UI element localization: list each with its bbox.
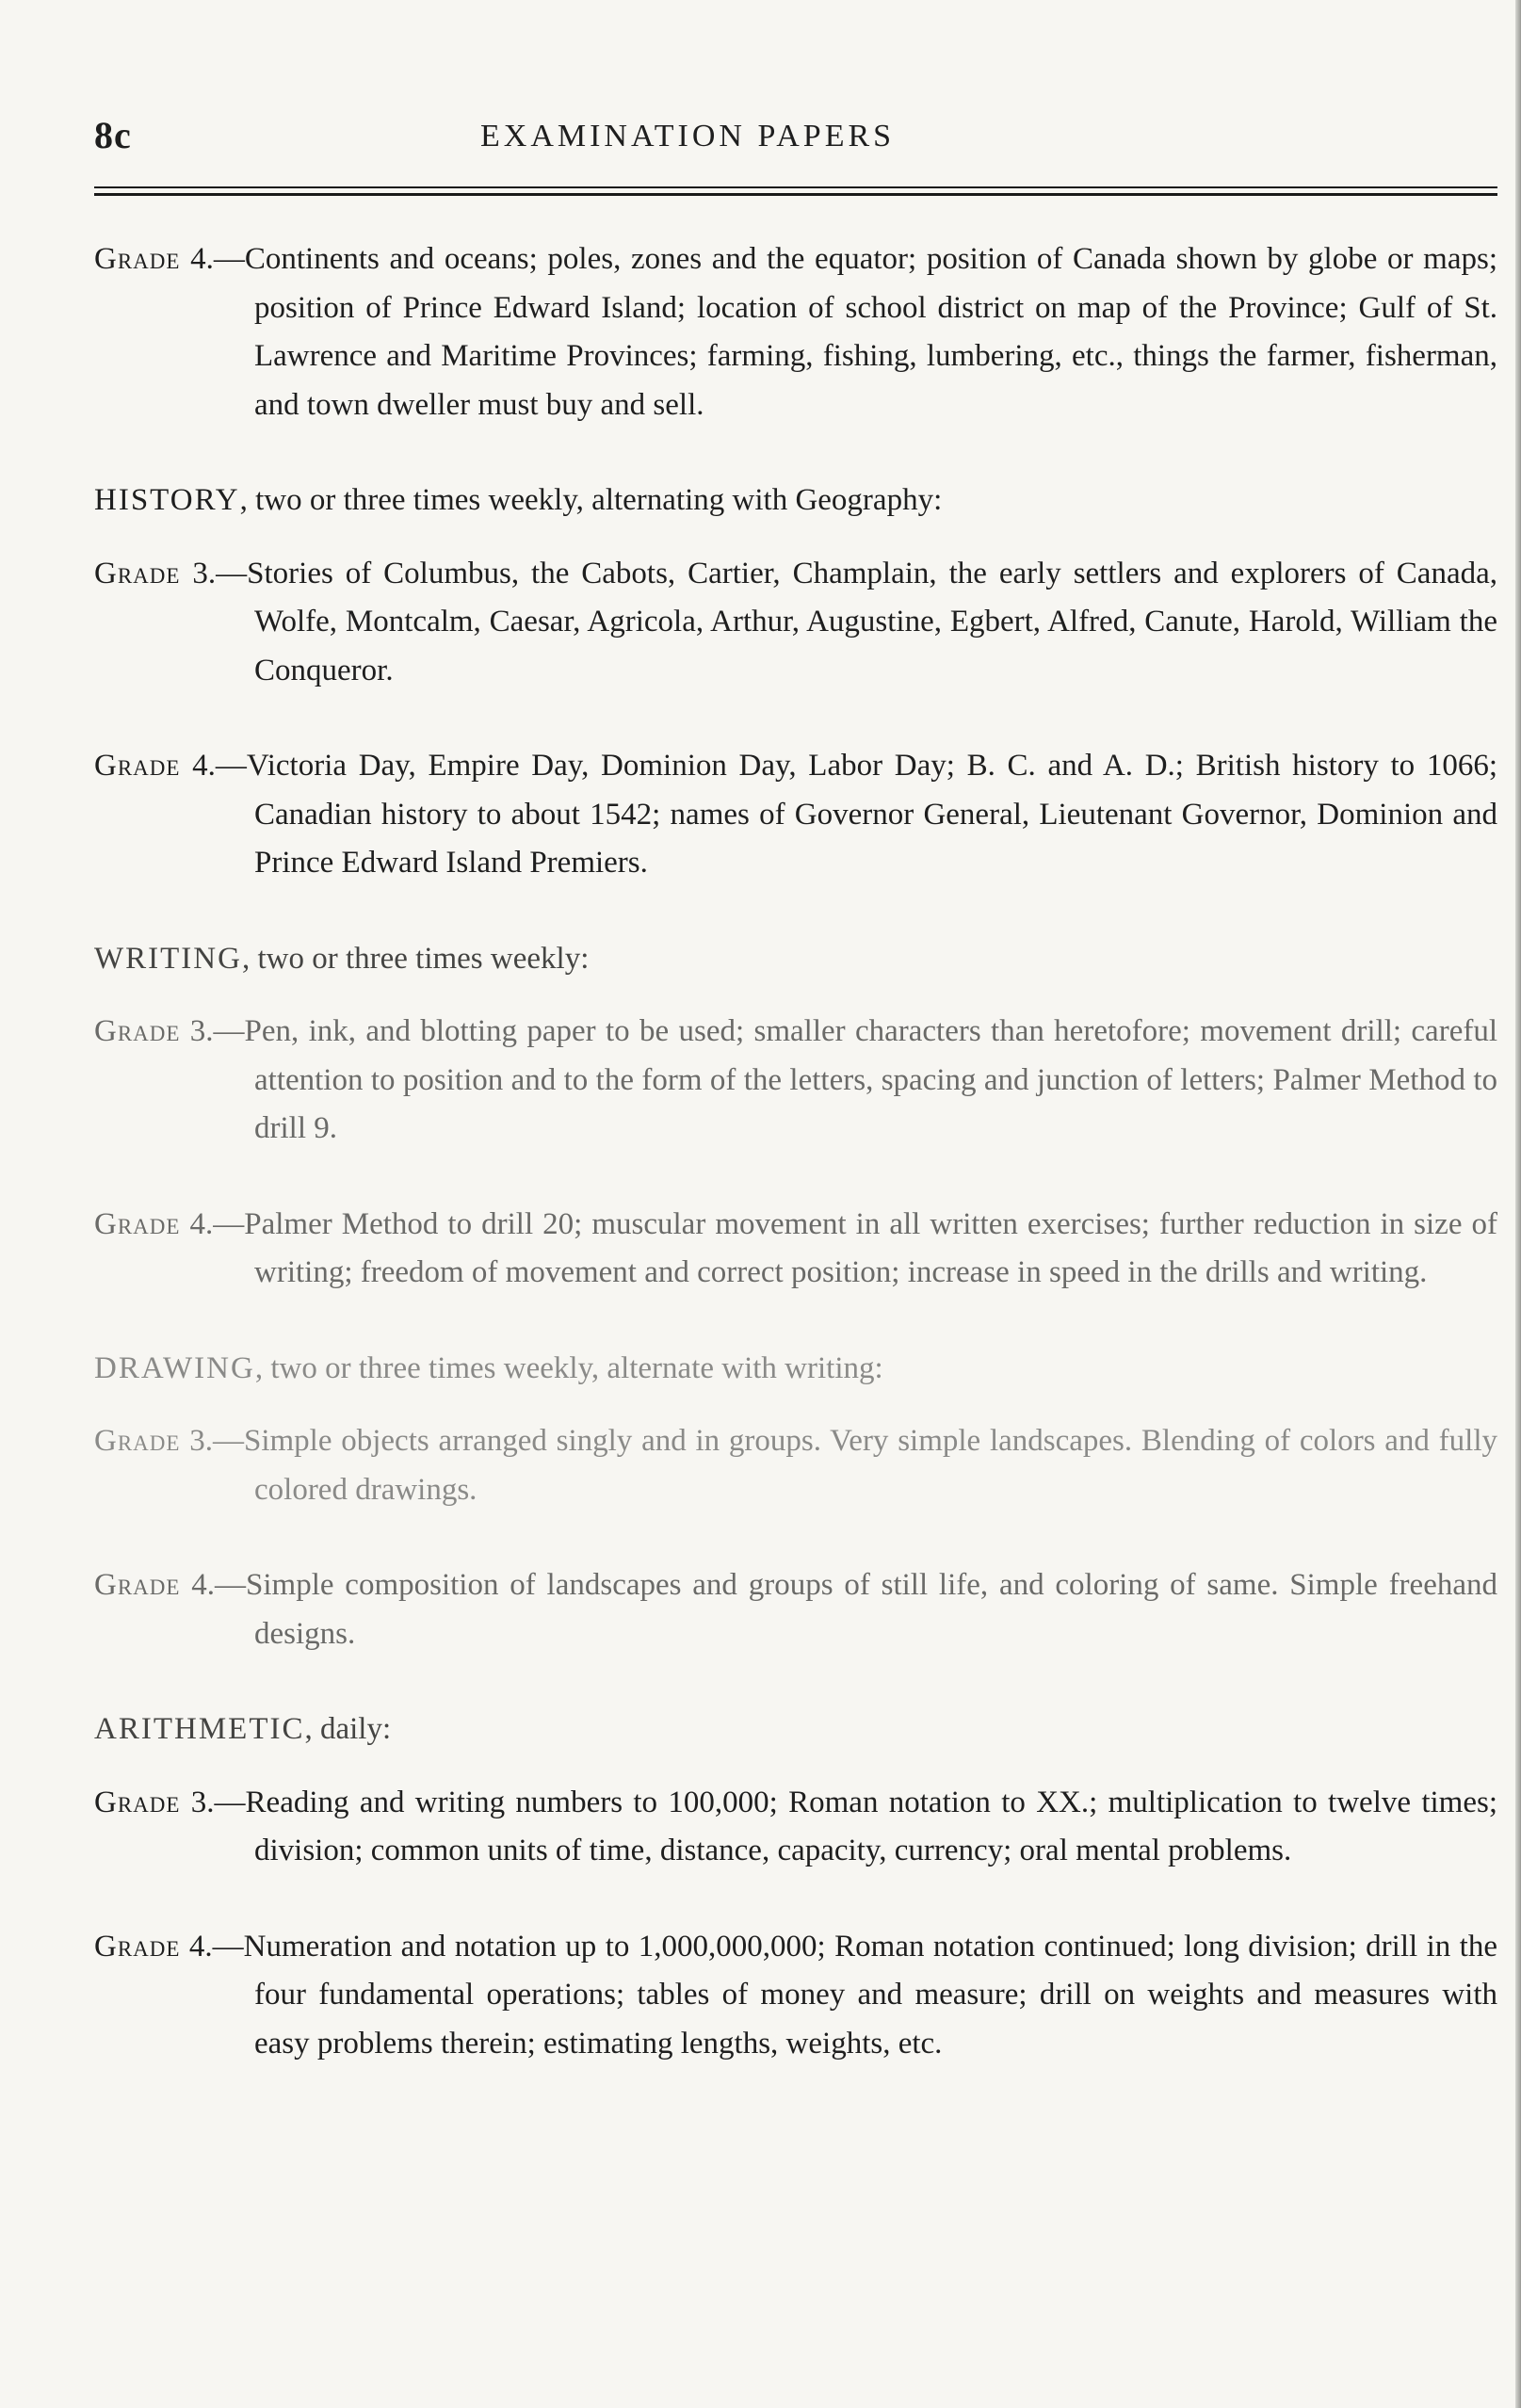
drawing-section-heading: [94, 1345, 1497, 1394]
history-section-heading: [94, 477, 1497, 525]
grade-number: 4.—: [192, 749, 247, 783]
entry-text: Stories of Columbus, the Cabots, Cartier, Champlain, the early settlers and explorers of Canada, Wolfe, Montcalm, Caesar, Agricola, Arthur, Augustine, Egbert, Alfred, Canute, Harold, William the Conqueror.: [247, 556, 1497, 687]
grade-number: 3.—: [189, 1014, 245, 1048]
arithmetic-grade-3-entry: [94, 1779, 1497, 1876]
arithmetic-section-heading: [94, 1705, 1497, 1754]
section-title: ARITHMETIC: [94, 1712, 305, 1746]
writing-section-heading: [94, 935, 1497, 984]
header-rule-thick: [94, 193, 1497, 196]
grade-number: 3.—: [189, 1424, 244, 1458]
section-title: WRITING: [94, 941, 242, 976]
grade-label: Grade: [94, 242, 181, 276]
grade-label: Grade: [94, 1929, 181, 1964]
writing-grade-4-entry: [94, 1201, 1497, 1298]
history-grade-4-entry: [94, 742, 1497, 888]
grade-number: 4.—: [191, 1568, 246, 1602]
grade-number: 4.—: [190, 242, 245, 276]
grade-label: Grade: [94, 1206, 181, 1241]
entry-text: Pen, ink, and blotting paper to be used; smaller characters than heretofore; movement drill; careful attention to position and to the form of the letters, spacing and junction of letters; Palmer Method to drill 9.: [244, 1014, 1497, 1145]
entry-text: Simple composition of landscapes and groups of still life, and coloring of same. Simple freehand designs.: [246, 1568, 1497, 1651]
section-title: DRAWING: [94, 1350, 255, 1385]
grade-number: 3.—: [190, 1785, 246, 1819]
entry-text: Continents and oceans; poles, zones and the equator; position of Canada shown by globe or maps; position of Prince Edward Island; location of school district on map of the Province; Gulf of St. Lawrence and Maritime Provinces; farming, fishing, lumbering, etc., things the farmer, fisherman, and town dweller must buy and sell.: [244, 242, 1497, 422]
grade-label: Grade: [94, 1014, 181, 1048]
section-title: HISTORY: [94, 483, 240, 517]
page-edge-shadow: [1515, 0, 1521, 2408]
grade-number: 3.—: [192, 556, 248, 590]
page-number: 8c: [94, 114, 132, 156]
section-note: , daily:: [304, 1712, 392, 1746]
drawing-grade-4-entry: [94, 1561, 1497, 1658]
running-header: [94, 113, 1497, 170]
geography-grade-4-entry: [94, 235, 1497, 429]
grade-label: Grade: [94, 749, 181, 783]
grade-number: 4.—: [188, 1929, 244, 1964]
writing-grade-3-entry: [94, 1008, 1497, 1154]
entry-text: Simple objects arranged singly and in groups. Very simple landscapes. Blending of colors and fully colored drawings.: [243, 1424, 1498, 1507]
drawing-grade-3-entry: [94, 1417, 1497, 1514]
section-note: , two or three times weekly:: [241, 941, 590, 976]
entry-text: Reading and writing numbers to 100,000; Roman notation to XX.; multiplication to twelve times; division; common units of time, distance, capacity, currency; oral mental problems.: [245, 1785, 1497, 1867]
grade-label: Grade: [94, 1424, 181, 1458]
section-note: , two or three times weekly, alternating with Geography:: [239, 483, 943, 517]
grade-label: Grade: [94, 556, 181, 590]
running-title: EXAMINATION PAPERS: [480, 119, 896, 154]
entry-text: Palmer Method to drill 20; muscular movement in all written exercises; further reduction in size of writing; freedom of movement and correct position; increase in speed in the drills and writing.: [244, 1206, 1497, 1289]
entry-text: Victoria Day, Empire Day, Dominion Day, Labor Day; B. C. and A. D.; British history to 1066; Canadian history to about 1542; names of Governor General, Lieutenant Governor, Dominion and Prince Edward Island Premiers.: [246, 749, 1498, 880]
entry-text: Numeration and notation up to 1,000,000,000; Roman notation continued; long division; drill in the four fundamental operations; tables of money and measure; drill on weights and measures with easy problems therein; estimating lengths, weights, etc.: [243, 1929, 1497, 2061]
page-body: [94, 235, 1497, 2115]
arithmetic-grade-4-entry: [94, 1923, 1497, 2069]
history-grade-3-entry: [94, 550, 1497, 696]
grade-number: 4.—: [189, 1206, 245, 1241]
grade-label: Grade: [94, 1785, 181, 1819]
header-rule-thin: [94, 186, 1497, 188]
section-note: , two or three times weekly, alternate with writing:: [254, 1350, 883, 1385]
grade-label: Grade: [94, 1568, 181, 1602]
